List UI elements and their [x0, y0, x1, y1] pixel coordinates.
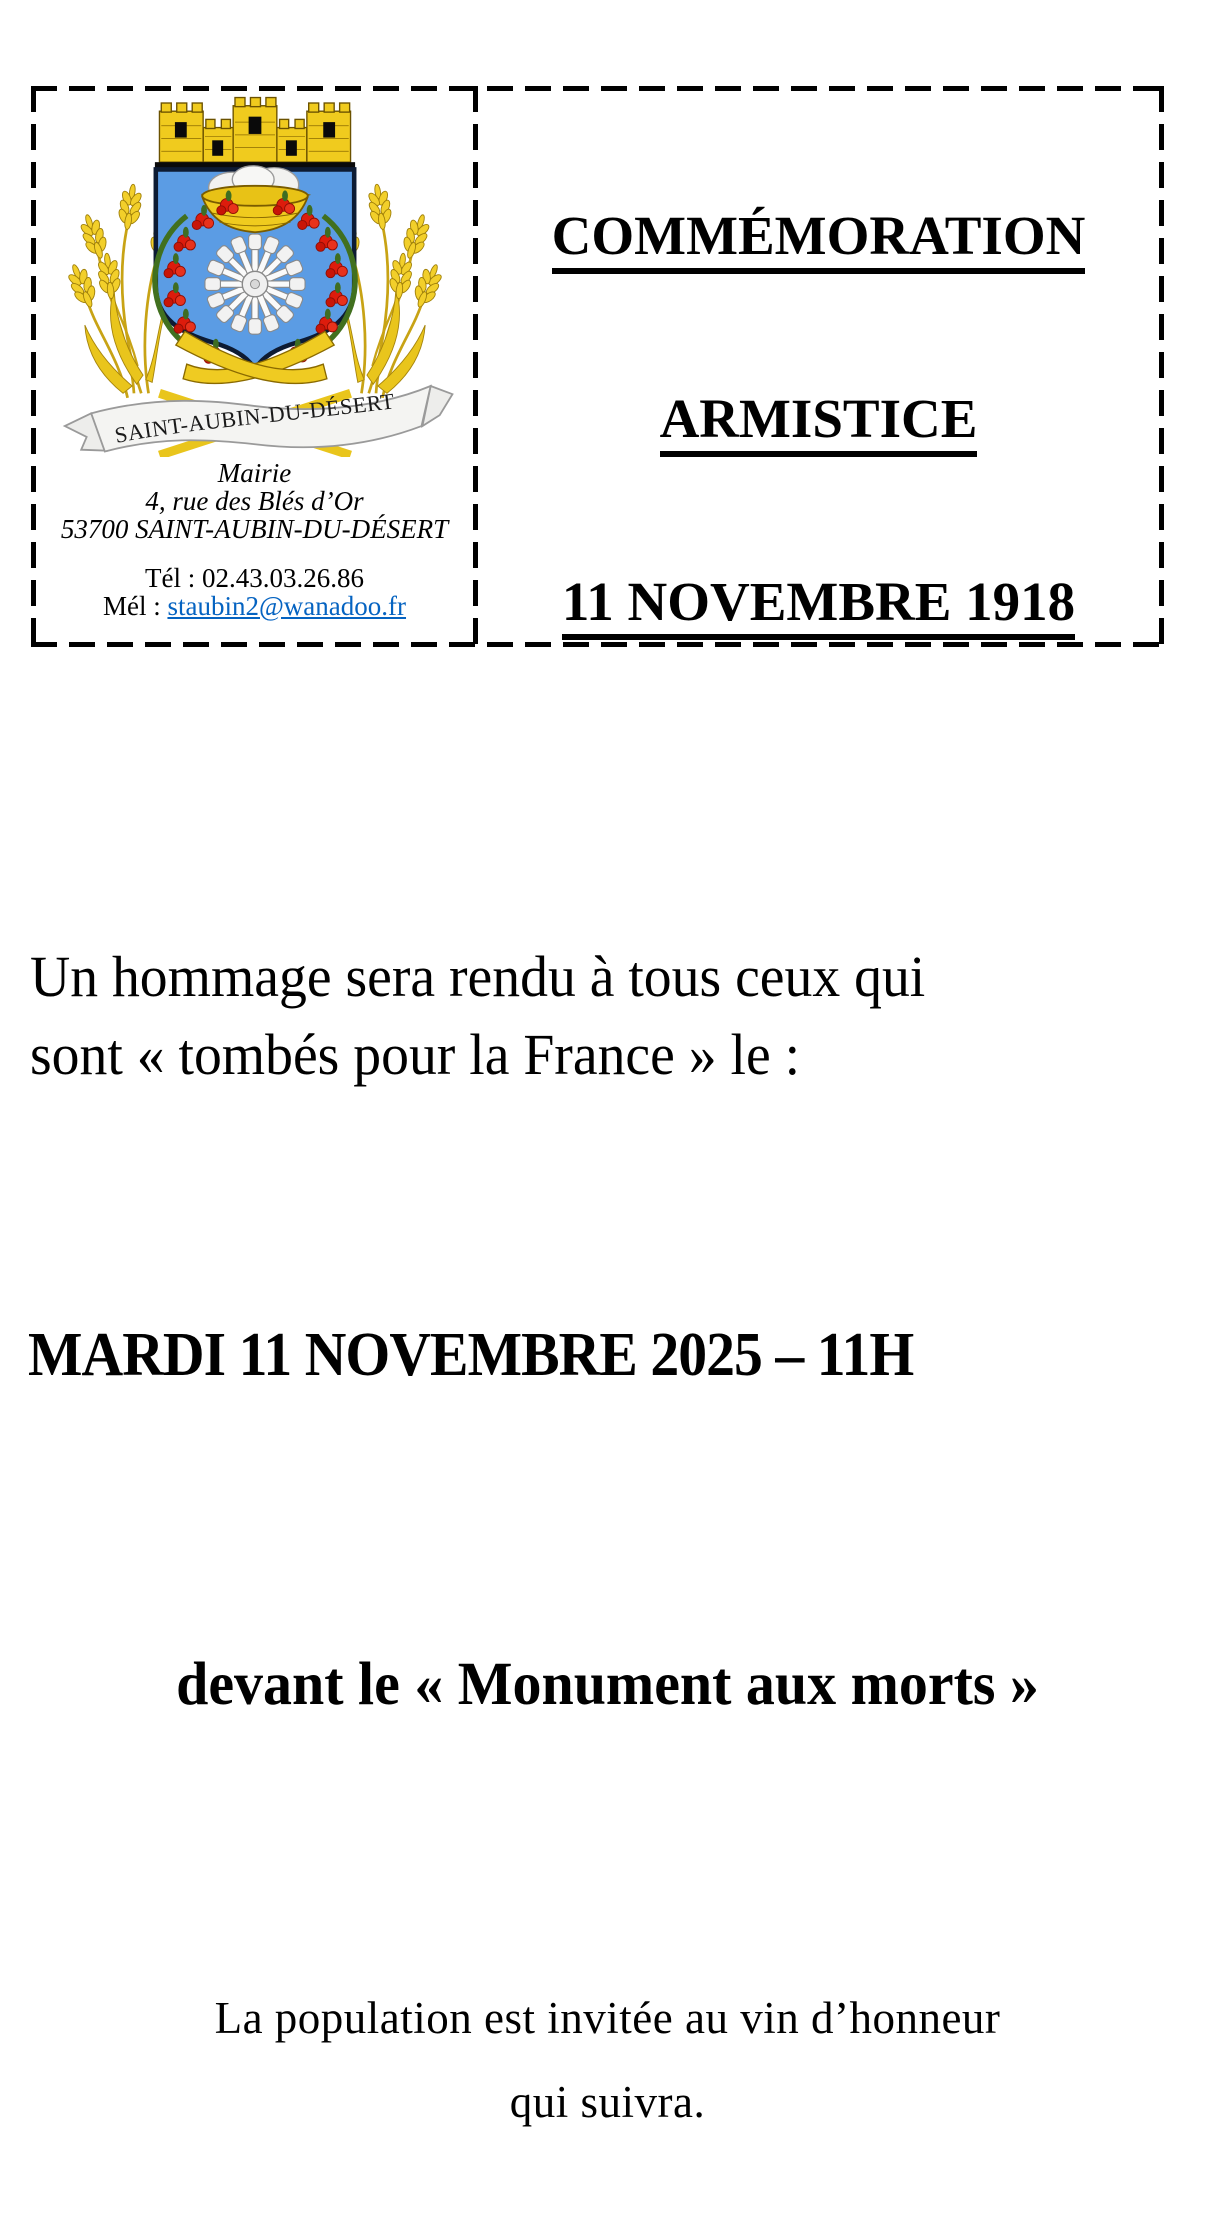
title-line-1	[551, 205, 1086, 274]
banner-ribbon	[64, 386, 452, 452]
title-commemoration: COMMÉMORATION	[552, 208, 1086, 274]
title-date-1918: 11 NOVEMBRE 1918	[562, 574, 1075, 640]
mural-crown-icon	[154, 98, 354, 170]
email-line	[61, 592, 448, 620]
intro-line-2: sont « tombés pour la France » le :	[30, 1022, 801, 1087]
banner-text: SAINT-AUBIN-DU-DÉSERT	[112, 388, 396, 448]
wheel-icon	[204, 234, 304, 334]
invitation-line-2: qui suivra.	[509, 2077, 706, 2127]
mairie-street: 4, rue des Blés d’Or	[145, 486, 364, 516]
title-line-3	[561, 571, 1076, 640]
event-place-line: devant le « Monument aux morts »	[176, 1651, 1039, 1718]
header-border-right	[1159, 86, 1164, 647]
mairie-city: 53700 SAINT-AUBIN-DU-DÉSERT	[60, 514, 449, 544]
invitation-line-1: La population est invitée au vin d’honneur	[214, 1993, 1001, 2043]
coat-of-arms	[50, 93, 460, 457]
intro-paragraph	[30, 938, 1153, 1094]
phone-line: Tél : 02.43.03.26.86	[145, 563, 364, 593]
mairie-name: Mairie	[217, 458, 292, 488]
invitation-note	[0, 1976, 1215, 2144]
event-date-line: MARDI 11 NOVEMBRE 2025 – 11H	[28, 1321, 914, 1389]
mairie-info-box	[36, 91, 473, 642]
header-border-bottom	[31, 642, 1164, 647]
mairie-address-block	[61, 459, 448, 620]
title-line-2	[659, 388, 978, 457]
email-link[interactable]: staubin2@wanadoo.fr	[167, 591, 407, 621]
email-label: Mél :	[102, 591, 168, 621]
title-armistice: ARMISTICE	[660, 391, 978, 457]
intro-line-1: Un hommage sera rendu à tous ceux qui	[30, 944, 926, 1009]
title-box	[478, 86, 1159, 637]
header-table	[31, 86, 1164, 647]
